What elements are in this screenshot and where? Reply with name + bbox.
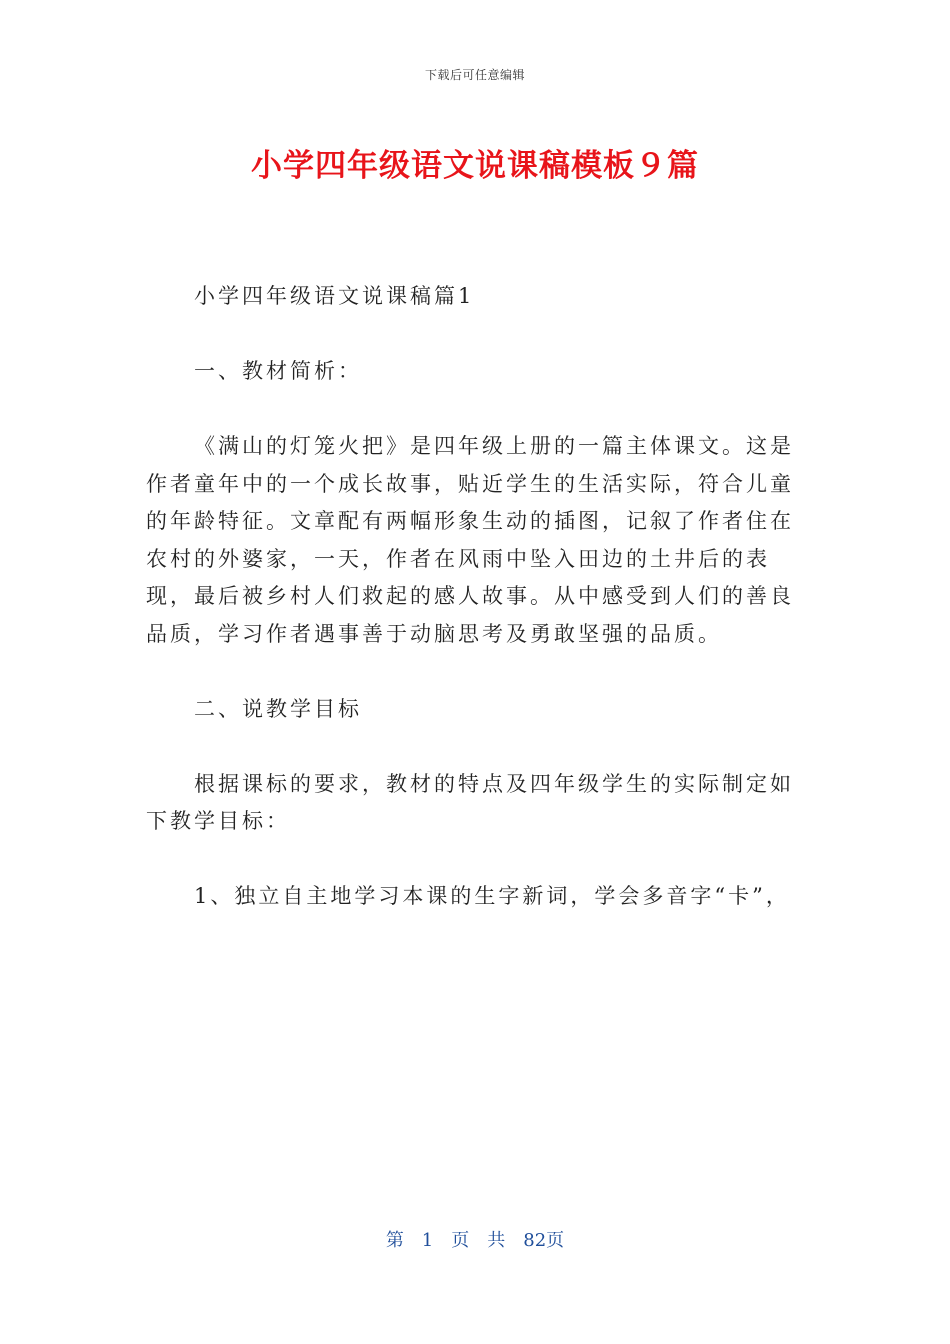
- body-paragraph: 根据课标的要求，教材的特点及四年级学生的实际制定如下教学目标：: [146, 771, 794, 833]
- body-paragraph: 《满山的灯笼火把》是四年级上册的一篇主体课文。这是作者童年中的一个成长故事，贴近学生的生活实际，符合儿童的年龄特征。文章配有两幅形象生动的插图，记叙了作者住在农村的外婆家，一天，作者在风雨中坠入田边的土井后的表现，最后被乡村人们救起的感人故事。从中感受到人们的善良品质，学习作者遇事善于动脑思考及勇敢坚强的品质。: [146, 434, 794, 646]
- list-item: 1、独立自主地学习本课的生字新词，学会多音字“卡”，: [194, 884, 790, 908]
- header-note: 下载后可任意编辑: [424, 68, 525, 82]
- subsection-heading: 一、教材简析：: [194, 359, 362, 383]
- document-body: [146, 278, 806, 953]
- document-title: 小学四年级语文说课稿模板９篇: [251, 148, 699, 184]
- subsection-heading: 二、说教学目标: [194, 696, 362, 721]
- page-number: 第 1 页 共 82页: [385, 1230, 565, 1251]
- section-heading: 小学四年级语文说课稿篇1: [194, 284, 475, 308]
